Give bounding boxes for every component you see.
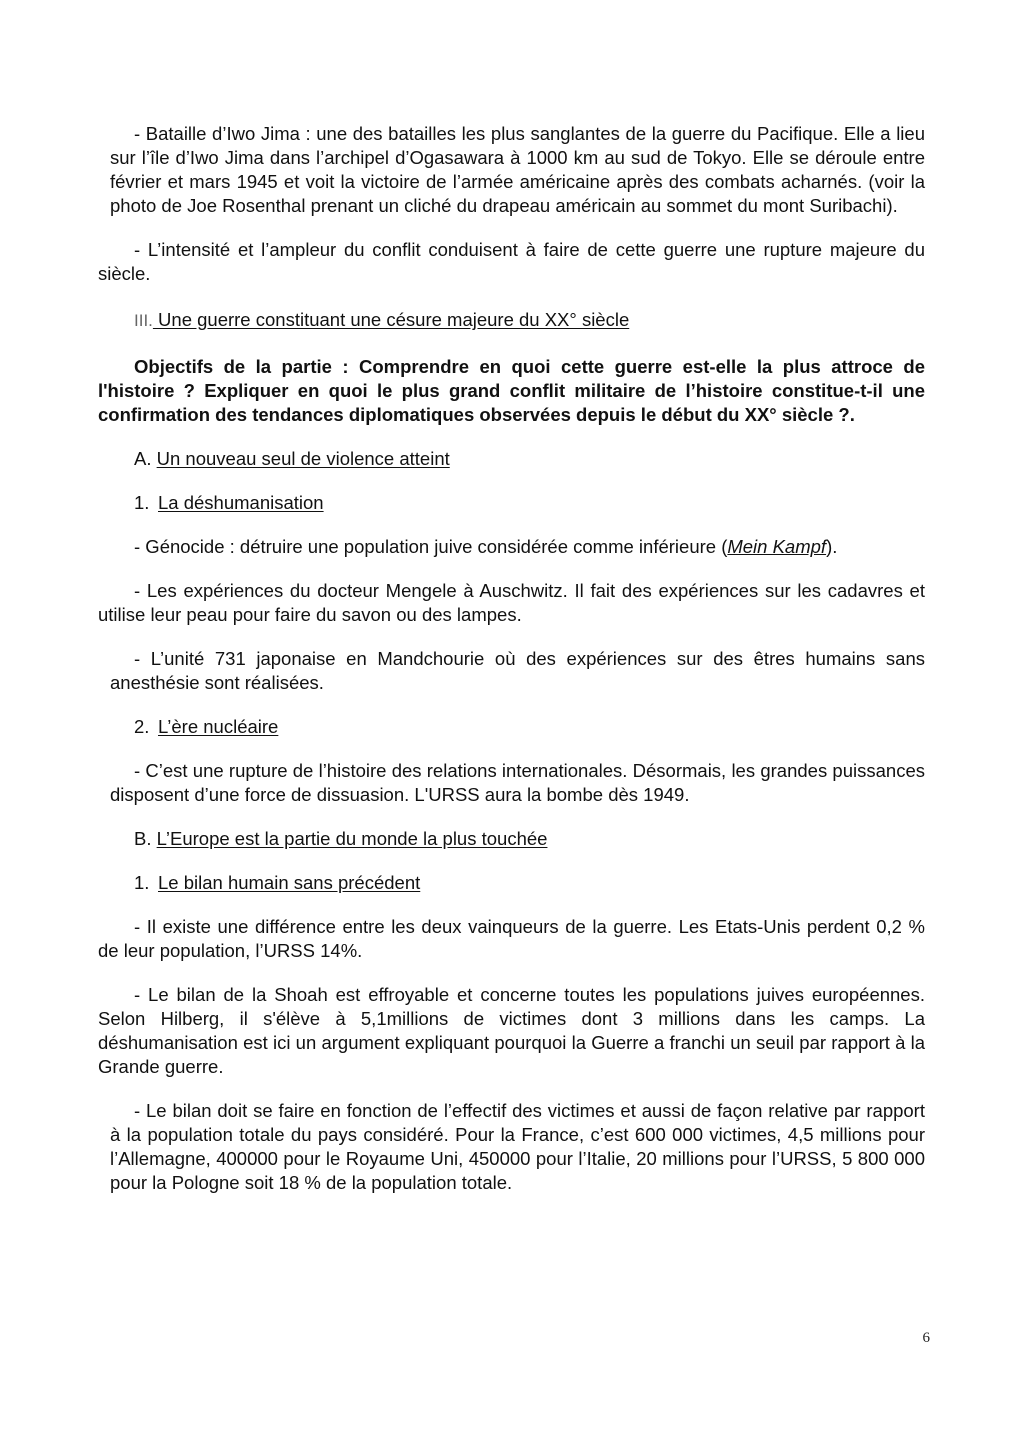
item-number: 1. xyxy=(134,872,150,893)
section-title: Une guerre constituant une césure majeure du XX° siècle xyxy=(152,309,630,330)
paragraph-rupture: - L’intensité et l’ampleur du conflit conduisent à faire de cette guerre une rupture majeure du siècle. xyxy=(98,239,925,284)
item-number: 2. xyxy=(134,716,150,737)
paragraph-nuclear: - C’est une rupture de l’histoire des relations internationales. Désormais, les grandes puissances disposent d’une force de dissuasion. L'URSS aura la bombe dès 1949. xyxy=(110,760,925,805)
paragraph-unit-731: - L’unité 731 japonaise en Mandchourie où des expériences sur des êtres humains sans anesthésie sont réalisées. xyxy=(110,648,925,693)
paragraph-genocide: - Génocide : détruire une population juive considérée comme inférieure (Mein Kampf). xyxy=(134,536,838,557)
item-title: La déshumanisation xyxy=(158,492,324,513)
subsection-heading-b xyxy=(98,827,925,851)
paragraph-iwo-jima: - Bataille d’Iwo Jima : une des batailles les plus sanglantes de la guerre du Pacifique. Elle a lieu sur l’île d’Iwo Jima dans l’archipel d’Ogasawara à 1000 km au sud de Tokyo. Elle se déroule entre février et mars 1945 et voit la victoire de l’armée américaine après des combats acharnés. (voir la photo de Joe Rosenthal prenant un cliché du drapeau américain au sommet du mont Suribachi). xyxy=(110,123,925,216)
paragraph-shoah: - Le bilan de la Shoah est effroyable et concerne toutes les populations juives européennes. Selon Hilberg, il s'élève à 5,1millions de victimes dont 3 millions dans les camps. La déshumanisation est ici un argument expliquant pourquoi la Guerre a franchi un seuil par rapport à la Grande guerre. xyxy=(98,984,925,1077)
objectives-paragraph: Objectifs de la partie : Comprendre en quoi cette guerre est-elle la plus attroce de l'histoire ? Expliquer en quoi le plus grand conflit militaire de l’histoire constitue-t-il une confirmation des tendances diplomatiques observées depuis le début du XX° siècle ?. xyxy=(98,356,925,425)
heading-nuclear-era xyxy=(98,715,925,739)
item-title: L’ère nucléaire xyxy=(158,716,279,737)
subsection-title: L’Europe est la partie du monde la plus touchée xyxy=(156,828,548,849)
item-title: Le bilan humain sans précédent xyxy=(158,872,421,893)
paragraph-mengele: - Les expériences du docteur Mengele à Auschwitz. Il fait des expériences sur les cadavres et utilise leur peau pour faire du savon ou des lampes. xyxy=(98,580,925,625)
section-heading-iii xyxy=(98,308,925,333)
section-number: III. xyxy=(134,311,153,330)
subsection-title: Un nouveau seul de violence atteint xyxy=(156,448,450,469)
book-title: Mein Kampf xyxy=(727,536,827,557)
item-number: 1. xyxy=(134,492,150,513)
document-page xyxy=(98,122,925,1195)
paragraph-victors: - Il existe une différence entre les deux vainqueurs de la guerre. Les Etats-Unis perdent 0,2 % de leur population, l’URSS 14%. xyxy=(98,916,925,961)
subsection-heading-a xyxy=(98,447,925,471)
page-number: 6 xyxy=(922,1330,930,1346)
heading-human-toll xyxy=(98,871,925,895)
subsection-number: A. xyxy=(134,448,152,469)
paragraph-toll-by-country: - Le bilan doit se faire en fonction de l’effectif des victimes et aussi de façon relative par rapport à la population totale du pays considéré. Pour la France, c’est 600 000 victimes, 4,5 millions pour l’Allemagne, 400000 pour le Royaume Uni, 450000 pour l’Italie, 20 millions pour l’URSS, 5 800 000 pour la Pologne soit 18 % de la population totale. xyxy=(110,1100,925,1193)
subsection-number: B. xyxy=(134,828,152,849)
heading-dehumanisation xyxy=(98,491,925,515)
